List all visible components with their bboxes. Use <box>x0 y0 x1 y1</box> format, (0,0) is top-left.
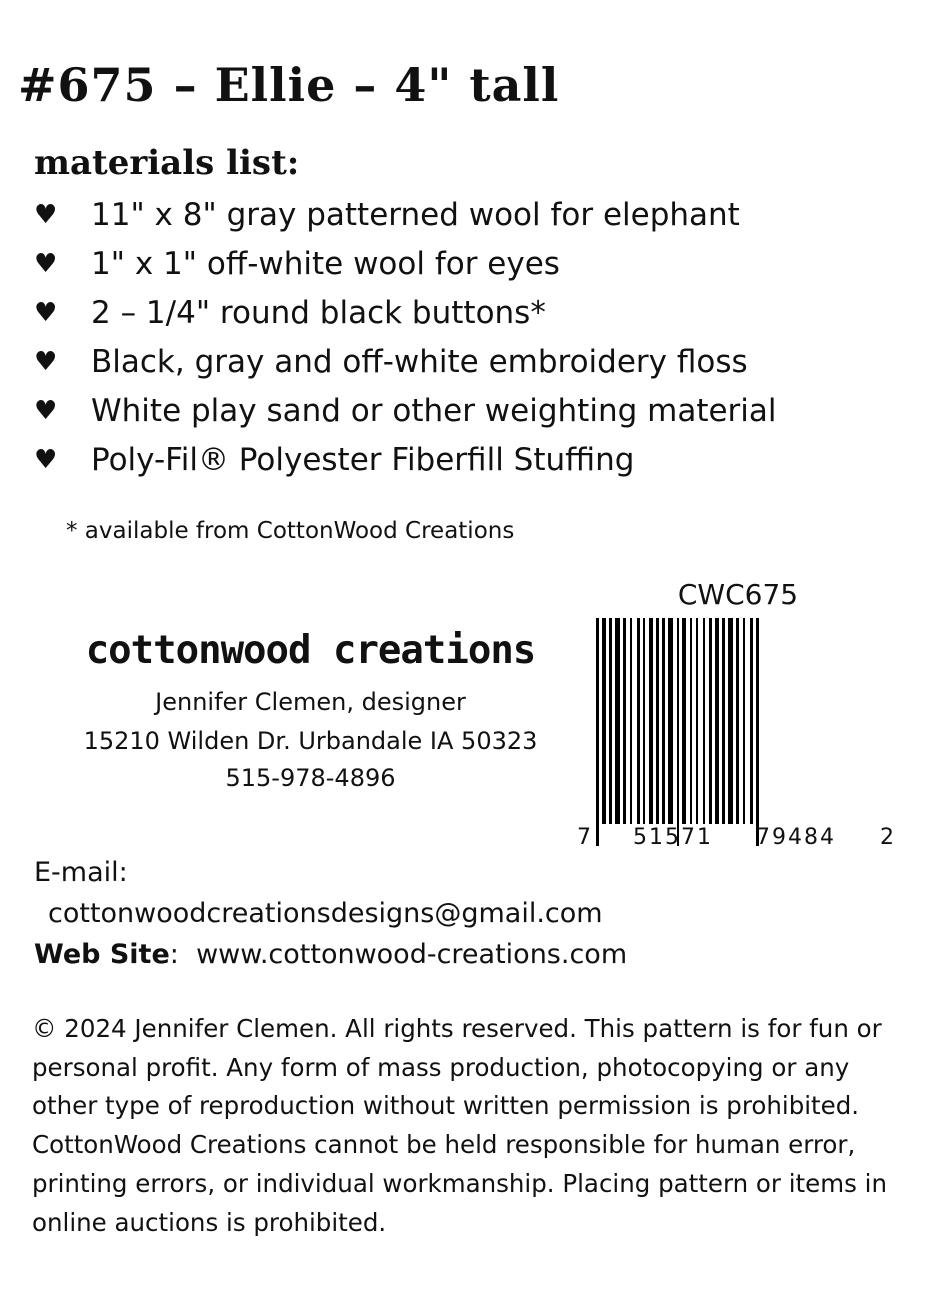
material-item <box>34 239 777 288</box>
barcode-bar <box>662 618 665 824</box>
barcode-bar <box>677 618 679 846</box>
barcode-digit-last: 2 <box>880 825 896 850</box>
material-item <box>34 386 777 435</box>
barcode-bar <box>722 618 725 824</box>
heart-icon: ♥ <box>34 248 58 279</box>
barcode-bar <box>743 618 745 824</box>
designer-line: Jennifer Clemen, designer <box>155 688 466 716</box>
barcode-bar <box>703 618 705 824</box>
barcode-icon <box>572 612 902 852</box>
copyright-lead: © 2024 Jennifer Clemen <box>32 1014 330 1043</box>
barcode-bar <box>756 618 759 846</box>
barcode-bar <box>643 618 645 824</box>
material-item <box>34 190 777 239</box>
heart-icon: ♥ <box>34 395 58 426</box>
website-line <box>34 939 627 970</box>
barcode-bar <box>649 618 653 824</box>
material-item <box>34 337 777 386</box>
barcode-bar <box>596 618 599 846</box>
material-item-text: 2 – 1/4" round black buttons* <box>91 294 546 331</box>
barcode-group-right: 79484 <box>756 825 836 850</box>
email-link[interactable]: cottonwoodcreationsdesigns@gmail.com <box>48 898 603 929</box>
barcode-bar <box>630 618 632 824</box>
barcode-bar <box>750 618 753 824</box>
barcode-bar <box>637 618 640 824</box>
materials-heading: materials list: <box>34 143 300 183</box>
barcode-bar <box>715 618 719 824</box>
materials-list <box>34 190 777 484</box>
barcode-bar <box>623 618 626 824</box>
heart-icon: ♥ <box>34 297 58 328</box>
website-link[interactable]: www.cottonwood-creations.com <box>196 939 628 970</box>
barcode-group-left: 51571 <box>633 825 713 850</box>
material-item-text: 1" x 1" off-white wool for eyes <box>91 245 560 282</box>
company-name: cottonwood creations <box>85 628 536 673</box>
barcode-bar <box>709 618 712 824</box>
barcode-bar <box>615 618 620 824</box>
material-item <box>34 435 777 484</box>
barcode-bar <box>682 618 686 824</box>
website-separator: : <box>169 939 179 970</box>
heart-icon: ♥ <box>34 199 58 230</box>
product-code: CWC675 <box>677 578 799 611</box>
barcode-bar <box>656 618 659 824</box>
barcode-bar <box>690 618 692 824</box>
address-line: 15210 Wilden Dr. Urbandale IA 50323 <box>83 727 538 755</box>
email-label: E-mail: <box>34 857 128 888</box>
barcode-bar <box>696 618 698 824</box>
copyright-text: . All rights reserved. This pattern is for fun or personal profit. Any form of mass production, photocopying or any other type of reproduction without written permission is prohibited. CottonWood Creations cannot be held responsible for human error, printing errors, or individual workmanship. Placing pattern or items in online auctions is prohibited. <box>32 1014 887 1237</box>
heart-icon: ♥ <box>34 444 58 475</box>
phone-line: 515-978-4896 <box>225 764 396 792</box>
website-label: Web Site <box>34 939 170 970</box>
materials-footnote: * available from CottonWood Creations <box>66 518 515 544</box>
barcode-bar <box>736 618 739 824</box>
barcode-bar <box>602 618 606 824</box>
material-item-text: 11" x 8" gray patterned wool for elephant <box>91 196 740 233</box>
material-item-text: Poly-Fil® Polyester Fiberfill Stuffing <box>91 441 635 478</box>
barcode-bar <box>728 618 733 824</box>
barcode-digit-first: 7 <box>577 825 593 850</box>
pattern-title: #675 – Ellie – 4" tall <box>18 58 560 112</box>
material-item-text: White play sand or other weighting material <box>91 392 777 429</box>
barcode-bar <box>609 618 612 824</box>
heart-icon: ♥ <box>34 346 58 377</box>
material-item-text: Black, gray and off-white embroidery floss <box>91 343 748 380</box>
copyright-notice <box>32 1010 920 1242</box>
barcode-bar <box>668 618 673 824</box>
material-item <box>34 288 777 337</box>
